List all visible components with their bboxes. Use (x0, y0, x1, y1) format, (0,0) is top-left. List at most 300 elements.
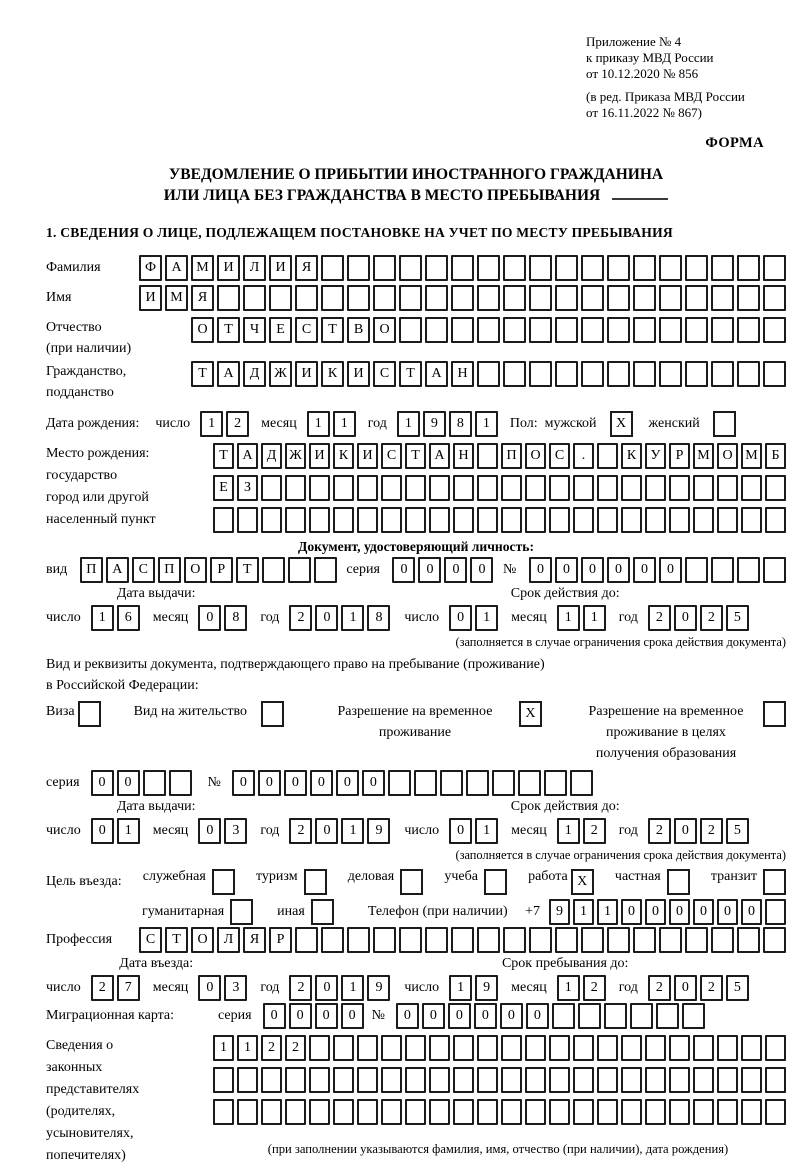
char-cell[interactable] (381, 1067, 402, 1093)
char-cell[interactable] (573, 507, 594, 533)
char-cell[interactable] (621, 1035, 642, 1061)
char-cell[interactable]: . (573, 443, 594, 469)
char-cell[interactable]: О (525, 443, 546, 469)
char-cell[interactable]: 0 (362, 770, 385, 796)
char-cell[interactable] (309, 475, 330, 501)
char-cell[interactable] (763, 927, 786, 953)
char-cell[interactable] (262, 557, 285, 583)
char-cell[interactable] (597, 1099, 618, 1125)
char-cell[interactable] (573, 1035, 594, 1061)
char-cell[interactable] (717, 507, 738, 533)
char-cell[interactable] (466, 770, 489, 796)
char-cell[interactable]: С (295, 317, 318, 343)
char-cell[interactable]: 1 (397, 411, 420, 437)
char-cell[interactable]: 0 (310, 770, 333, 796)
char-cell[interactable]: 0 (444, 557, 467, 583)
char-cell[interactable]: 0 (198, 975, 221, 1001)
char-cell[interactable]: Р (269, 927, 292, 953)
char-cell[interactable] (477, 285, 500, 311)
char-cell[interactable] (237, 1067, 258, 1093)
char-cell[interactable] (717, 475, 738, 501)
temp-residence-education-checkbox[interactable] (763, 701, 786, 727)
char-cell[interactable]: 2 (700, 605, 723, 631)
char-cell[interactable] (765, 899, 786, 925)
char-cell[interactable] (425, 317, 448, 343)
char-cell[interactable] (717, 1099, 738, 1125)
char-cell[interactable] (357, 475, 378, 501)
char-cell[interactable]: 2 (700, 818, 723, 844)
char-cell[interactable] (525, 1099, 546, 1125)
char-cell[interactable] (645, 1035, 666, 1061)
char-cell[interactable] (453, 1099, 474, 1125)
char-cell[interactable]: С (139, 927, 162, 953)
char-cell[interactable] (621, 1067, 642, 1093)
char-cell[interactable]: П (501, 443, 522, 469)
char-cell[interactable] (285, 475, 306, 501)
char-cell[interactable]: С (381, 443, 402, 469)
char-cell[interactable] (555, 361, 578, 387)
residence-permit-checkbox[interactable] (261, 701, 284, 727)
male-checkbox[interactable]: X (610, 411, 633, 437)
char-cell[interactable] (503, 255, 526, 281)
char-cell[interactable]: 1 (557, 818, 580, 844)
char-cell[interactable]: Т (236, 557, 259, 583)
char-cell[interactable]: 0 (669, 899, 690, 925)
char-cell[interactable] (633, 255, 656, 281)
char-cell[interactable] (477, 255, 500, 281)
char-cell[interactable] (711, 361, 734, 387)
char-cell[interactable] (549, 1035, 570, 1061)
char-cell[interactable] (399, 285, 422, 311)
char-cell[interactable] (237, 1099, 258, 1125)
char-cell[interactable] (669, 507, 690, 533)
char-cell[interactable]: Т (217, 317, 240, 343)
char-cell[interactable]: 1 (475, 411, 498, 437)
char-cell[interactable] (453, 475, 474, 501)
char-cell[interactable] (213, 1099, 234, 1125)
char-cell[interactable] (669, 1067, 690, 1093)
char-cell[interactable]: 0 (448, 1003, 471, 1029)
char-cell[interactable]: С (549, 443, 570, 469)
char-cell[interactable] (549, 1099, 570, 1125)
char-cell[interactable]: 1 (307, 411, 330, 437)
char-cell[interactable]: 0 (717, 899, 738, 925)
char-cell[interactable] (477, 1067, 498, 1093)
char-cell[interactable] (501, 1067, 522, 1093)
char-cell[interactable]: 0 (418, 557, 441, 583)
char-cell[interactable]: 0 (645, 899, 666, 925)
char-cell[interactable]: 1 (597, 899, 618, 925)
char-cell[interactable]: 0 (263, 1003, 286, 1029)
char-cell[interactable] (597, 443, 618, 469)
char-cell[interactable] (347, 255, 370, 281)
char-cell[interactable] (765, 1067, 786, 1093)
char-cell[interactable]: П (158, 557, 181, 583)
char-cell[interactable] (669, 475, 690, 501)
char-cell[interactable]: 1 (557, 975, 580, 1001)
char-cell[interactable] (645, 1067, 666, 1093)
char-cell[interactable]: Н (451, 361, 474, 387)
char-cell[interactable]: Л (243, 255, 266, 281)
char-cell[interactable]: 6 (117, 605, 140, 631)
char-cell[interactable] (333, 475, 354, 501)
char-cell[interactable] (405, 507, 426, 533)
char-cell[interactable] (169, 770, 192, 796)
char-cell[interactable] (621, 1099, 642, 1125)
char-cell[interactable] (347, 285, 370, 311)
char-cell[interactable]: П (80, 557, 103, 583)
char-cell[interactable] (321, 927, 344, 953)
char-cell[interactable]: И (139, 285, 162, 311)
char-cell[interactable] (425, 927, 448, 953)
char-cell[interactable] (285, 1099, 306, 1125)
char-cell[interactable]: М (693, 443, 714, 469)
char-cell[interactable]: 2 (289, 605, 312, 631)
char-cell[interactable] (451, 285, 474, 311)
purpose-business-checkbox[interactable] (400, 869, 423, 895)
purpose-other-checkbox[interactable] (311, 899, 334, 925)
char-cell[interactable] (597, 475, 618, 501)
char-cell[interactable] (477, 1099, 498, 1125)
char-cell[interactable]: 0 (289, 1003, 312, 1029)
char-cell[interactable]: 0 (258, 770, 281, 796)
char-cell[interactable] (607, 361, 630, 387)
char-cell[interactable]: 0 (449, 605, 472, 631)
char-cell[interactable]: 0 (621, 899, 642, 925)
char-cell[interactable] (261, 507, 282, 533)
char-cell[interactable] (633, 361, 656, 387)
char-cell[interactable] (659, 285, 682, 311)
char-cell[interactable] (737, 317, 760, 343)
char-cell[interactable] (333, 1035, 354, 1061)
char-cell[interactable]: 5 (726, 818, 749, 844)
char-cell[interactable] (741, 1035, 762, 1061)
char-cell[interactable]: 2 (700, 975, 723, 1001)
char-cell[interactable] (717, 1067, 738, 1093)
purpose-humanitarian-checkbox[interactable] (230, 899, 253, 925)
char-cell[interactable]: Д (243, 361, 266, 387)
char-cell[interactable]: 8 (224, 605, 247, 631)
char-cell[interactable]: 0 (315, 605, 338, 631)
char-cell[interactable] (659, 317, 682, 343)
char-cell[interactable] (669, 1035, 690, 1061)
char-cell[interactable] (693, 475, 714, 501)
char-cell[interactable] (314, 557, 337, 583)
char-cell[interactable] (763, 361, 786, 387)
char-cell[interactable] (492, 770, 515, 796)
purpose-tourism-checkbox[interactable] (304, 869, 327, 895)
char-cell[interactable]: 0 (315, 1003, 338, 1029)
char-cell[interactable]: Я (243, 927, 266, 953)
char-cell[interactable] (501, 475, 522, 501)
char-cell[interactable] (711, 557, 734, 583)
char-cell[interactable]: 1 (341, 605, 364, 631)
char-cell[interactable] (381, 1035, 402, 1061)
char-cell[interactable] (261, 1067, 282, 1093)
char-cell[interactable]: 0 (474, 1003, 497, 1029)
char-cell[interactable]: Р (210, 557, 233, 583)
char-cell[interactable]: 1 (333, 411, 356, 437)
char-cell[interactable] (451, 317, 474, 343)
char-cell[interactable] (295, 927, 318, 953)
char-cell[interactable] (581, 361, 604, 387)
char-cell[interactable]: 9 (367, 818, 390, 844)
char-cell[interactable]: 2 (289, 818, 312, 844)
char-cell[interactable] (765, 507, 786, 533)
char-cell[interactable] (388, 770, 411, 796)
char-cell[interactable]: 0 (526, 1003, 549, 1029)
char-cell[interactable] (381, 507, 402, 533)
char-cell[interactable]: 0 (91, 770, 114, 796)
char-cell[interactable] (518, 770, 541, 796)
char-cell[interactable]: С (373, 361, 396, 387)
char-cell[interactable]: 0 (500, 1003, 523, 1029)
char-cell[interactable]: О (184, 557, 207, 583)
char-cell[interactable]: Е (213, 475, 234, 501)
char-cell[interactable] (737, 285, 760, 311)
char-cell[interactable]: 9 (367, 975, 390, 1001)
char-cell[interactable]: 0 (422, 1003, 445, 1029)
char-cell[interactable]: 1 (573, 899, 594, 925)
char-cell[interactable]: М (191, 255, 214, 281)
char-cell[interactable]: А (165, 255, 188, 281)
char-cell[interactable] (525, 475, 546, 501)
char-cell[interactable] (765, 475, 786, 501)
char-cell[interactable]: 3 (224, 818, 247, 844)
char-cell[interactable] (607, 927, 630, 953)
char-cell[interactable]: 1 (583, 605, 606, 631)
char-cell[interactable] (549, 507, 570, 533)
char-cell[interactable] (763, 317, 786, 343)
char-cell[interactable] (321, 255, 344, 281)
char-cell[interactable] (544, 770, 567, 796)
char-cell[interactable] (765, 1099, 786, 1125)
char-cell[interactable] (597, 1067, 618, 1093)
char-cell[interactable] (737, 557, 760, 583)
char-cell[interactable] (607, 255, 630, 281)
char-cell[interactable]: А (429, 443, 450, 469)
char-cell[interactable] (477, 443, 498, 469)
char-cell[interactable]: 0 (693, 899, 714, 925)
char-cell[interactable] (243, 285, 266, 311)
char-cell[interactable]: А (237, 443, 258, 469)
char-cell[interactable] (213, 1067, 234, 1093)
char-cell[interactable]: 0 (396, 1003, 419, 1029)
char-cell[interactable] (399, 317, 422, 343)
char-cell[interactable]: 0 (315, 975, 338, 1001)
char-cell[interactable] (763, 557, 786, 583)
char-cell[interactable] (630, 1003, 653, 1029)
char-cell[interactable] (451, 927, 474, 953)
char-cell[interactable]: Т (405, 443, 426, 469)
char-cell[interactable] (217, 285, 240, 311)
char-cell[interactable]: 0 (470, 557, 493, 583)
char-cell[interactable] (555, 255, 578, 281)
char-cell[interactable]: О (191, 927, 214, 953)
char-cell[interactable] (552, 1003, 575, 1029)
char-cell[interactable] (425, 285, 448, 311)
char-cell[interactable] (659, 927, 682, 953)
char-cell[interactable] (285, 507, 306, 533)
char-cell[interactable]: О (373, 317, 396, 343)
char-cell[interactable] (399, 927, 422, 953)
char-cell[interactable] (555, 285, 578, 311)
char-cell[interactable] (581, 927, 604, 953)
char-cell[interactable] (529, 255, 552, 281)
char-cell[interactable]: 0 (741, 899, 762, 925)
char-cell[interactable] (261, 1099, 282, 1125)
char-cell[interactable]: 0 (392, 557, 415, 583)
char-cell[interactable] (597, 507, 618, 533)
char-cell[interactable] (477, 475, 498, 501)
char-cell[interactable]: 1 (117, 818, 140, 844)
char-cell[interactable] (477, 927, 500, 953)
char-cell[interactable]: 0 (315, 818, 338, 844)
char-cell[interactable] (711, 317, 734, 343)
char-cell[interactable]: 2 (648, 818, 671, 844)
char-cell[interactable] (604, 1003, 627, 1029)
char-cell[interactable]: Т (399, 361, 422, 387)
char-cell[interactable]: 0 (555, 557, 578, 583)
char-cell[interactable] (295, 285, 318, 311)
char-cell[interactable]: З (237, 475, 258, 501)
char-cell[interactable] (429, 1099, 450, 1125)
char-cell[interactable] (285, 1067, 306, 1093)
char-cell[interactable] (261, 475, 282, 501)
char-cell[interactable] (333, 1099, 354, 1125)
char-cell[interactable] (737, 927, 760, 953)
char-cell[interactable]: 7 (117, 975, 140, 1001)
char-cell[interactable] (573, 1067, 594, 1093)
char-cell[interactable]: Т (213, 443, 234, 469)
char-cell[interactable] (529, 927, 552, 953)
char-cell[interactable] (453, 1035, 474, 1061)
char-cell[interactable] (765, 1035, 786, 1061)
char-cell[interactable] (321, 285, 344, 311)
char-cell[interactable]: 2 (289, 975, 312, 1001)
char-cell[interactable] (501, 1035, 522, 1061)
char-cell[interactable]: С (132, 557, 155, 583)
char-cell[interactable] (656, 1003, 679, 1029)
char-cell[interactable] (549, 475, 570, 501)
char-cell[interactable]: 0 (529, 557, 552, 583)
char-cell[interactable]: А (106, 557, 129, 583)
char-cell[interactable] (685, 557, 708, 583)
char-cell[interactable] (573, 1099, 594, 1125)
char-cell[interactable] (645, 1099, 666, 1125)
char-cell[interactable] (645, 507, 666, 533)
char-cell[interactable] (581, 285, 604, 311)
char-cell[interactable]: 0 (449, 818, 472, 844)
char-cell[interactable] (357, 1035, 378, 1061)
char-cell[interactable]: 2 (583, 975, 606, 1001)
char-cell[interactable]: И (309, 443, 330, 469)
char-cell[interactable] (529, 361, 552, 387)
char-cell[interactable]: 9 (475, 975, 498, 1001)
char-cell[interactable] (503, 285, 526, 311)
char-cell[interactable]: М (165, 285, 188, 311)
char-cell[interactable] (570, 770, 593, 796)
char-cell[interactable]: А (217, 361, 240, 387)
char-cell[interactable] (477, 1035, 498, 1061)
char-cell[interactable]: Т (321, 317, 344, 343)
char-cell[interactable] (525, 1067, 546, 1093)
temp-residence-checkbox[interactable]: X (519, 701, 542, 727)
char-cell[interactable] (581, 317, 604, 343)
char-cell[interactable]: 0 (674, 975, 697, 1001)
char-cell[interactable] (381, 475, 402, 501)
char-cell[interactable]: 1 (200, 411, 223, 437)
char-cell[interactable]: М (741, 443, 762, 469)
char-cell[interactable] (633, 285, 656, 311)
char-cell[interactable] (633, 317, 656, 343)
char-cell[interactable]: Д (261, 443, 282, 469)
char-cell[interactable] (440, 770, 463, 796)
char-cell[interactable]: 2 (648, 975, 671, 1001)
char-cell[interactable]: И (217, 255, 240, 281)
char-cell[interactable] (405, 475, 426, 501)
char-cell[interactable] (555, 927, 578, 953)
char-cell[interactable]: 1 (449, 975, 472, 1001)
char-cell[interactable] (373, 285, 396, 311)
char-cell[interactable] (309, 507, 330, 533)
char-cell[interactable] (659, 255, 682, 281)
char-cell[interactable] (429, 1035, 450, 1061)
char-cell[interactable] (741, 1067, 762, 1093)
char-cell[interactable]: 0 (659, 557, 682, 583)
char-cell[interactable]: 0 (91, 818, 114, 844)
char-cell[interactable]: 5 (726, 975, 749, 1001)
char-cell[interactable]: А (425, 361, 448, 387)
char-cell[interactable]: 0 (674, 605, 697, 631)
purpose-study-checkbox[interactable] (484, 869, 507, 895)
char-cell[interactable]: 9 (549, 899, 570, 925)
char-cell[interactable]: 2 (226, 411, 249, 437)
char-cell[interactable] (309, 1035, 330, 1061)
char-cell[interactable] (143, 770, 166, 796)
char-cell[interactable] (373, 255, 396, 281)
char-cell[interactable] (693, 1099, 714, 1125)
char-cell[interactable]: 0 (336, 770, 359, 796)
char-cell[interactable]: 0 (284, 770, 307, 796)
char-cell[interactable]: 2 (648, 605, 671, 631)
char-cell[interactable] (597, 1035, 618, 1061)
visa-checkbox[interactable] (78, 701, 101, 727)
char-cell[interactable]: 1 (475, 605, 498, 631)
char-cell[interactable]: И (347, 361, 370, 387)
char-cell[interactable] (429, 507, 450, 533)
char-cell[interactable] (685, 255, 708, 281)
char-cell[interactable] (529, 285, 552, 311)
char-cell[interactable]: 8 (367, 605, 390, 631)
char-cell[interactable] (555, 317, 578, 343)
char-cell[interactable] (693, 507, 714, 533)
char-cell[interactable]: Н (453, 443, 474, 469)
char-cell[interactable]: 8 (449, 411, 472, 437)
char-cell[interactable] (237, 507, 258, 533)
char-cell[interactable]: Ж (285, 443, 306, 469)
char-cell[interactable] (429, 1067, 450, 1093)
char-cell[interactable]: 1 (475, 818, 498, 844)
char-cell[interactable]: 0 (633, 557, 656, 583)
char-cell[interactable] (213, 507, 234, 533)
char-cell[interactable] (621, 475, 642, 501)
char-cell[interactable] (525, 507, 546, 533)
char-cell[interactable] (659, 361, 682, 387)
char-cell[interactable] (414, 770, 437, 796)
char-cell[interactable]: К (321, 361, 344, 387)
char-cell[interactable]: 0 (117, 770, 140, 796)
